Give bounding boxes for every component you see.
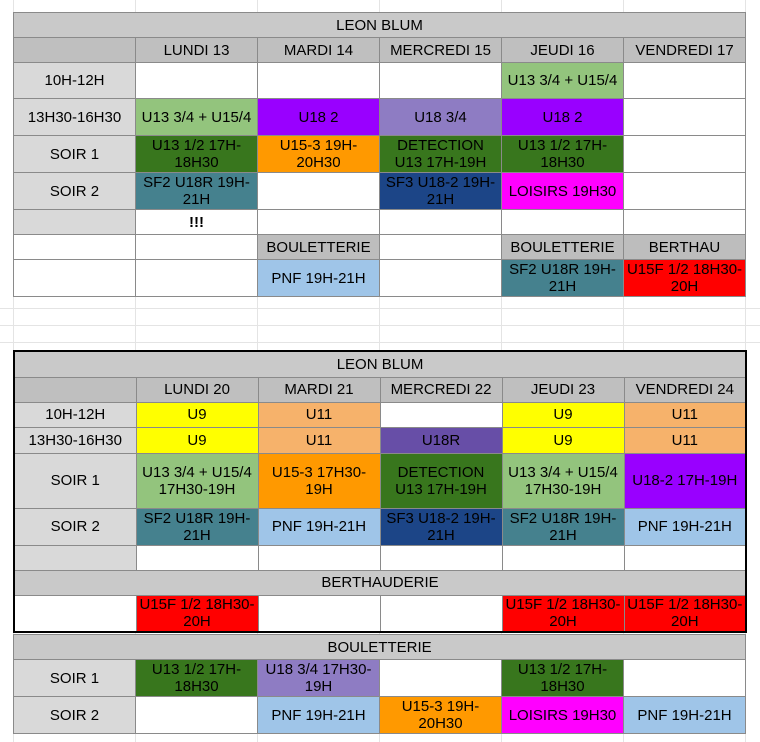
bouletterie-title: BOULETTERIE	[14, 635, 746, 660]
schedule-cell[interactable]: U9	[136, 427, 258, 453]
schedule-cell[interactable]	[380, 595, 502, 632]
day-header: VENDREDI 17	[624, 38, 746, 63]
schedule-cell[interactable]	[258, 595, 380, 632]
schedule-cell[interactable]	[14, 260, 136, 297]
schedule-cell[interactable]	[136, 63, 258, 99]
schedule-cell[interactable]: U13 1/2 17H-18H30	[136, 660, 258, 697]
schedule-cell[interactable]	[502, 210, 624, 235]
bouletterie-schedule-table	[13, 634, 746, 734]
slot-label	[14, 210, 136, 235]
schedule-cell[interactable]	[624, 545, 746, 570]
schedule-cell[interactable]: U13 1/2 17H-18H30	[502, 136, 624, 173]
schedule-cell[interactable]: U9	[502, 402, 624, 427]
day-header: JEUDI 16	[502, 38, 624, 63]
day-header: MARDI 14	[258, 38, 380, 63]
schedule-cell[interactable]: U15F 1/2 18H30-20H	[502, 595, 624, 632]
schedule-cell[interactable]	[624, 99, 746, 136]
schedule-cell[interactable]: U15-3 17H30-19H	[258, 453, 380, 508]
schedule-cell[interactable]: U13 3/4 + U15/4	[502, 63, 624, 99]
schedule-cell[interactable]	[624, 210, 746, 235]
schedule-cell[interactable]	[380, 210, 502, 235]
schedule-cell[interactable]: SF2 U18R 19H-21H	[502, 260, 624, 297]
schedule-cell[interactable]: DETECTION U13 17H-19H	[380, 453, 502, 508]
schedule-cell[interactable]: U15-3 19H-20H30	[380, 697, 502, 734]
day-header: LUNDI 13	[136, 38, 258, 63]
day-header: VENDREDI 24	[624, 377, 746, 402]
schedule-cell[interactable]: SF3 U18-2 19H-21H	[380, 508, 502, 545]
slot-label: SOIR 1	[14, 660, 136, 697]
schedule-cell[interactable]: U11	[258, 427, 380, 453]
day-header: MARDI 21	[258, 377, 380, 402]
schedule-cell[interactable]: U11	[258, 402, 380, 427]
schedule-cell[interactable]: U13 1/2 17H-18H30	[136, 136, 258, 173]
week2-schedule-table	[13, 350, 747, 633]
day-header: LUNDI 20	[136, 377, 258, 402]
slot-label: 13H30-16H30	[14, 99, 136, 136]
schedule-cell[interactable]: U15-3 19H-20H30	[258, 136, 380, 173]
schedule-cell[interactable]: PNF 19H-21H	[258, 260, 380, 297]
venue-header: BOULETTERIE	[258, 235, 380, 260]
venue-header: BOULETTERIE	[502, 235, 624, 260]
schedule-cell[interactable]: U15F 1/2 18H30-20H	[136, 595, 258, 632]
schedule-cell[interactable]	[258, 63, 380, 99]
schedule-cell[interactable]: U9	[502, 427, 624, 453]
schedule-cell[interactable]: PNF 19H-21H	[624, 508, 746, 545]
schedule-cell[interactable]	[258, 173, 380, 210]
schedule-cell[interactable]: U15F 1/2 18H30-20H	[624, 595, 746, 632]
slot-label: SOIR 1	[14, 136, 136, 173]
schedule-cell[interactable]	[380, 660, 502, 697]
schedule-cell[interactable]	[380, 235, 502, 260]
schedule-cell[interactable]: LOISIRS 19H30	[502, 697, 624, 734]
schedule-cell[interactable]: SF2 U18R 19H-21H	[502, 508, 624, 545]
schedule-cell[interactable]: U13 3/4 + U15/4 17H30-19H	[502, 453, 624, 508]
day-header: JEUDI 23	[502, 377, 624, 402]
day-header: MERCREDI 15	[380, 38, 502, 63]
schedule-cell[interactable]	[624, 660, 746, 697]
schedule-cell[interactable]: U18 2	[258, 99, 380, 136]
schedule-cell[interactable]: DETECTION U13 17H-19H	[380, 136, 502, 173]
schedule-cell[interactable]: U11	[624, 427, 746, 453]
corner-cell	[14, 377, 136, 402]
slot-label: SOIR 1	[14, 453, 136, 508]
schedule-cell[interactable]	[624, 63, 746, 99]
corner-cell	[14, 38, 136, 63]
schedule-cell[interactable]: U9	[136, 402, 258, 427]
week2-site-title: LEON BLUM	[14, 351, 746, 377]
schedule-cell[interactable]: U11	[624, 402, 746, 427]
schedule-cell[interactable]	[380, 402, 502, 427]
slot-label: SOIR 2	[14, 173, 136, 210]
schedule-cell[interactable]: SF2 U18R 19H-21H	[136, 508, 258, 545]
schedule-cell[interactable]	[380, 260, 502, 297]
schedule-cell[interactable]	[258, 545, 380, 570]
schedule-cell[interactable]: U18 3/4	[380, 99, 502, 136]
schedule-cell[interactable]: U18R	[380, 427, 502, 453]
schedule-cell[interactable]: U13 1/2 17H-18H30	[502, 660, 624, 697]
schedule-cell[interactable]: U18 2	[502, 99, 624, 136]
schedule-cell[interactable]	[502, 545, 624, 570]
note-cell[interactable]: !!!	[136, 210, 258, 235]
slot-label: SOIR 2	[14, 697, 136, 734]
schedule-cell[interactable]	[136, 235, 258, 260]
schedule-cell[interactable]	[624, 173, 746, 210]
slot-label	[14, 545, 136, 570]
schedule-cell[interactable]	[624, 136, 746, 173]
schedule-cell[interactable]	[14, 235, 136, 260]
schedule-cell[interactable]	[136, 545, 258, 570]
slot-label: 10H-12H	[14, 63, 136, 99]
schedule-cell[interactable]: U18 3/4 17H30-19H	[258, 660, 380, 697]
slot-label: 13H30-16H30	[14, 427, 136, 453]
schedule-cell[interactable]	[136, 260, 258, 297]
schedule-cell[interactable]: SF3 U18-2 19H-21H	[380, 173, 502, 210]
schedule-cell[interactable]: U13 3/4 + U15/4 17H30-19H	[136, 453, 258, 508]
schedule-cell[interactable]	[380, 545, 502, 570]
schedule-cell[interactable]: PNF 19H-21H	[258, 508, 380, 545]
week1-site-title: LEON BLUM	[14, 13, 746, 38]
venue-header: BERTHAU	[624, 235, 746, 260]
week1-schedule-table	[13, 12, 746, 297]
day-header: MERCREDI 22	[380, 377, 502, 402]
berthauderie-title: BERTHAUDERIE	[14, 570, 746, 595]
slot-label: SOIR 2	[14, 508, 136, 545]
schedule-cell[interactable]	[380, 63, 502, 99]
schedule-cell[interactable]	[14, 595, 136, 632]
schedule-cell[interactable]: SF2 U18R 19H-21H	[136, 173, 258, 210]
schedule-cell[interactable]: U13 3/4 + U15/4	[136, 99, 258, 136]
schedule-cell[interactable]	[136, 697, 258, 734]
schedule-cell[interactable]: LOISIRS 19H30	[502, 173, 624, 210]
schedule-cell[interactable]: U15F 1/2 18H30-20H	[624, 260, 746, 297]
schedule-cell[interactable]: PNF 19H-21H	[258, 697, 380, 734]
schedule-cell[interactable]	[258, 210, 380, 235]
schedule-cell[interactable]: U18-2 17H-19H	[624, 453, 746, 508]
slot-label: 10H-12H	[14, 402, 136, 427]
schedule-cell[interactable]: PNF 19H-21H	[624, 697, 746, 734]
